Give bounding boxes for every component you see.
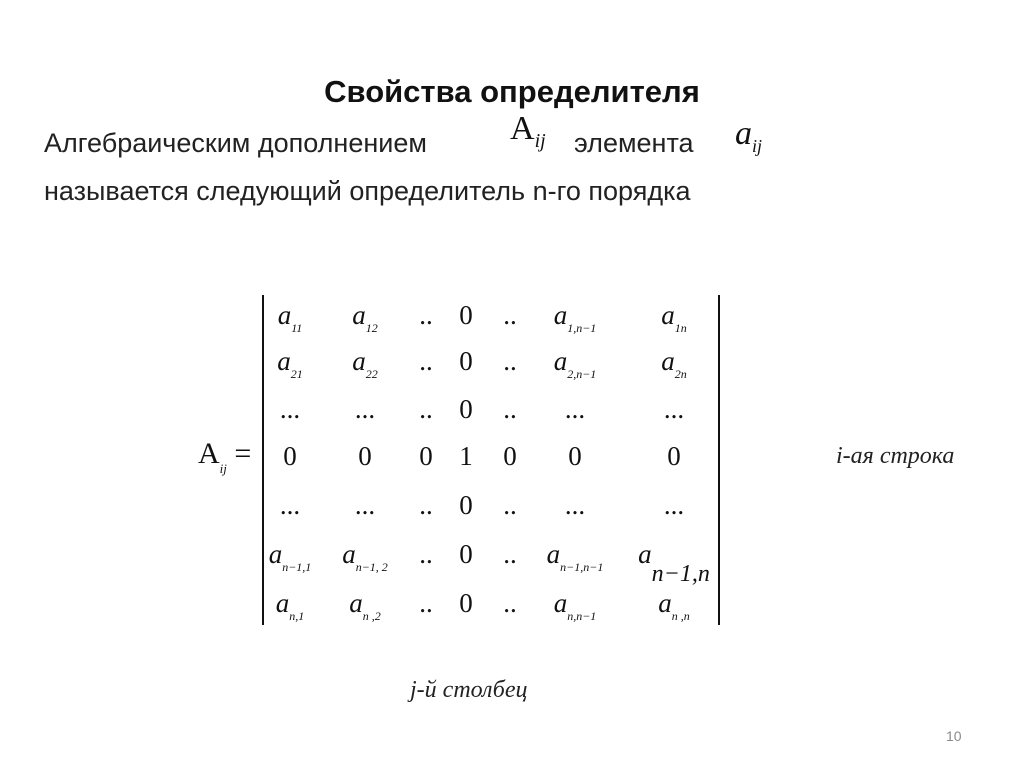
matrix-cell [250, 588, 330, 631]
matrix-cell-base: a [277, 346, 291, 376]
matrix-cell-base: ... [279, 394, 301, 424]
determinant-right-bar [718, 295, 720, 625]
matrix-cell-index: 1n [674, 321, 687, 335]
matrix-cell-base: a [553, 588, 568, 618]
matrix-cell-base: .. [503, 300, 517, 330]
matrix-cell-base: a [546, 539, 561, 569]
element-symbol-index: ij [752, 136, 763, 156]
matrix-cell-base: a [661, 300, 675, 330]
matrix-cell-base: ... [564, 490, 586, 520]
cofactor-symbol [510, 110, 546, 153]
matrix-cell-base: 0 [459, 300, 473, 330]
definition-line-1-tail [574, 128, 694, 159]
matrix-cell-index: 22 [365, 367, 378, 381]
matrix-cell-base: a [553, 300, 568, 330]
matrix-cell-base: ... [279, 490, 301, 520]
matrix-cell [535, 588, 615, 631]
matrix-cell [250, 346, 330, 389]
element-symbol-letter: a [735, 115, 752, 152]
matrix-cell-base: .. [503, 490, 517, 520]
matrix-cell-base: .. [419, 490, 433, 520]
matrix-cell-base: 0 [459, 394, 473, 424]
matrix-cell-index: n,n−1 [567, 609, 597, 623]
matrix-cell-base: 0 [667, 441, 681, 471]
matrix-cell-base: 0 [568, 441, 582, 471]
matrix-cell-index: 2,n−1 [567, 367, 597, 381]
matrix-cell-base: .. [503, 394, 517, 424]
cofactor-symbol-index: ij [534, 130, 546, 152]
matrix-cell-base: 1 [459, 441, 473, 471]
matrix-cell-base: .. [419, 346, 433, 376]
matrix-cell-base: ... [354, 394, 376, 424]
matrix-cell [535, 300, 615, 343]
matrix-cell-index: 12 [365, 321, 378, 335]
matrix-cell-index: 2n [674, 367, 687, 381]
matrix-cell-base: a [268, 539, 283, 569]
element-symbol [735, 115, 762, 157]
matrix-cell [535, 441, 615, 471]
matrix-cell-base: 0 [419, 441, 433, 471]
matrix-cell-index: n−1,n−1 [560, 560, 604, 574]
matrix-cell [535, 490, 615, 520]
equals-sign: = [226, 437, 252, 470]
matrix-cell-base: .. [503, 346, 517, 376]
matrix-cell-index: n ,2 [362, 609, 381, 623]
matrix-cell-index: 1,n−1 [567, 321, 597, 335]
matrix-cell-base: 0 [283, 441, 297, 471]
matrix-cell-base: 0 [459, 588, 473, 618]
matrix-cell-index: n ,n [671, 609, 690, 623]
matrix-cell-base: .. [503, 539, 517, 569]
determinant-lhs [198, 437, 251, 477]
matrix-cell-base: a [352, 300, 366, 330]
matrix-cell-base: 0 [459, 346, 473, 376]
matrix-cell [250, 490, 330, 520]
matrix-cell [634, 588, 714, 631]
matrix-cell-base: ... [354, 490, 376, 520]
matrix-cell-index: n−1,n [651, 561, 710, 587]
definition-text-element: элемента [574, 128, 694, 158]
matrix-cell [250, 441, 330, 471]
matrix-cell-base: ... [663, 490, 685, 520]
matrix-cell-base: .. [419, 300, 433, 330]
matrix-cell [634, 490, 714, 520]
matrix-cell-base: ... [564, 394, 586, 424]
matrix-cell-base: .. [419, 588, 433, 618]
page-number: 10 [946, 728, 962, 744]
matrix-cell [250, 539, 330, 582]
matrix-cell-index: 21 [290, 367, 303, 381]
cofactor-symbol-letter: A [510, 110, 535, 147]
definition-line-1 [44, 128, 427, 159]
matrix-cell [634, 441, 714, 471]
matrix-cell-base: a [349, 588, 363, 618]
matrix-cell-index: n−1, 2 [355, 560, 388, 574]
matrix-cell [634, 394, 714, 424]
matrix-cell [535, 394, 615, 424]
matrix-cell-base: .. [419, 394, 433, 424]
column-label: j-й столбец [410, 677, 528, 703]
definition-text-start: Алгебраическим дополнением [44, 128, 427, 158]
matrix-cell-base: 0 [358, 441, 372, 471]
matrix-cell-base: ... [663, 394, 685, 424]
matrix-cell-base: a [658, 588, 672, 618]
definition-line-2 [44, 176, 691, 207]
matrix-cell [634, 346, 714, 389]
matrix-cell-base: a [553, 346, 568, 376]
matrix-cell-index: 11 [291, 321, 303, 335]
matrix-cell-index: n−1,1 [282, 560, 312, 574]
matrix-cell-base: 0 [459, 539, 473, 569]
matrix-cell-index: n,1 [289, 609, 305, 623]
lhs-letter: A [198, 437, 220, 470]
matrix-cell-base: .. [503, 588, 517, 618]
matrix-cell-base: .. [419, 539, 433, 569]
matrix-cell [535, 346, 615, 389]
matrix-cell-base: 0 [503, 441, 517, 471]
row-label: i-ая строка [836, 443, 955, 469]
matrix-cell-base: a [661, 346, 675, 376]
matrix-cell-base: a [275, 588, 290, 618]
lhs-index: ij [219, 461, 227, 476]
matrix-cell-base: a [352, 346, 366, 376]
matrix-cell [250, 300, 330, 343]
matrix-cell-base: a [342, 539, 356, 569]
matrix-cell [535, 539, 615, 582]
matrix-cell [250, 394, 330, 424]
matrix-cell-base: a [277, 300, 292, 330]
matrix-cell-base: 0 [459, 490, 473, 520]
definition-text-end: называется следующий определитель n-го порядка [44, 176, 691, 206]
matrix-cell [634, 300, 714, 343]
slide-title: Свойства определителя [324, 74, 700, 109]
matrix-cell-base: a [638, 539, 652, 569]
matrix-cell [634, 539, 714, 589]
